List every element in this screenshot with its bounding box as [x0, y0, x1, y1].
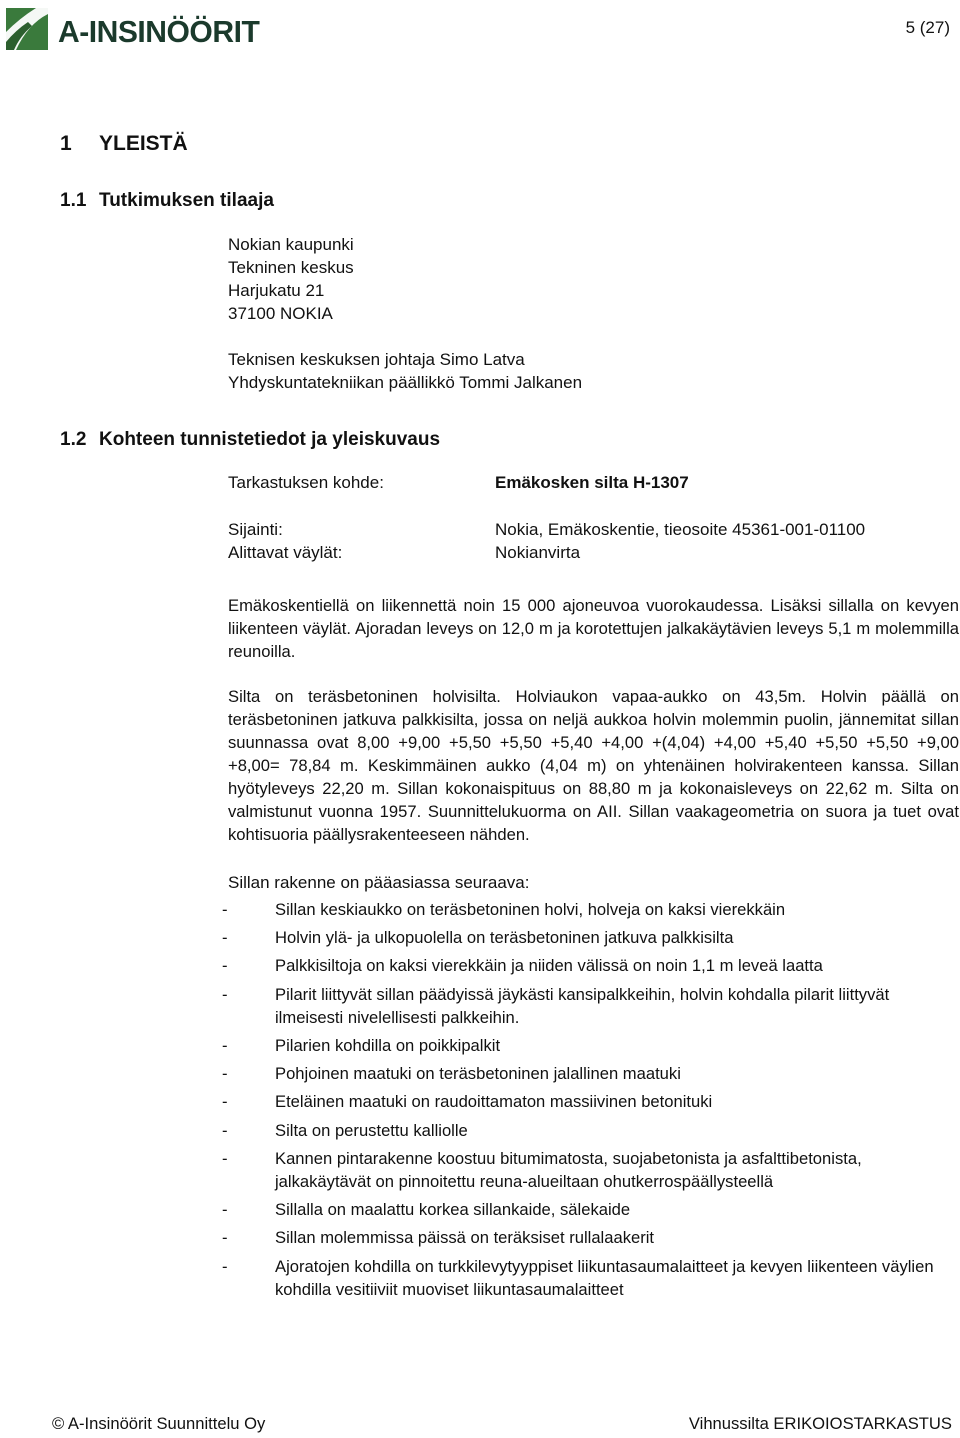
- location-label: Sijainti:: [228, 520, 283, 539]
- subsection-heading: [60, 429, 440, 451]
- list-item: - Pohjoinen maatuki on teräsbetoninen jalallinen maatuki: [222, 1064, 681, 1083]
- list-dash: -: [222, 985, 228, 1004]
- list-dash: -: [222, 1149, 228, 1168]
- list-dash: -: [222, 900, 228, 919]
- section-number: 1: [60, 132, 72, 155]
- client-contacts: [228, 348, 582, 394]
- list-dash: -: [222, 1036, 228, 1055]
- structure-intro: Sillan rakenne on pääasiassa seuraava:: [228, 873, 530, 892]
- address-line: Nokian kaupunki: [228, 235, 354, 254]
- list-item: - Sillan keskiaukko on teräsbetoninen holvi, holveja on kaksi vierekkäin: [222, 900, 786, 919]
- list-item: - Kannen pintarakenne koostuu bitumimatosta, suojabetonista ja asfalttibetonista, jalkakäytävät on pinnoitettu reuna-alueiltaan ohutkerrospäällysteellä: [222, 1149, 862, 1191]
- contact-line: Teknisen keskuksen johtaja Simo Latva: [228, 350, 525, 369]
- list-item: - Sillalla on maalattu korkea sillankaide, sälekaide: [222, 1200, 631, 1219]
- contact-line: Yhdyskuntatekniikan päällikkö Tommi Jalkanen: [228, 373, 583, 392]
- list-item: - Eteläinen maatuki on raudoittamaton massiivinen betonituki: [222, 1092, 713, 1111]
- section-heading: [60, 132, 188, 156]
- traffic-paragraph: Emäkoskentiellä on liikennettä noin 15 000 ajoneuvoa vuorokaudessa. Lisäksi sillalla on kevyen liikenteen väylät. Ajoradan leveys on 12,0 m ja korotettujen jalkakäytävien leveys 5,1 m molemmilla reunoilla.: [228, 596, 959, 661]
- logo-wordmark: A-INSINÖÖRIT: [58, 14, 260, 49]
- address-line: Tekninen keskus: [228, 258, 354, 277]
- client-address: [228, 233, 354, 325]
- list-item: - Holvin ylä- ja ulkopuolella on teräsbetoninen jatkuva palkkisilta: [222, 928, 734, 947]
- list-dash: -: [222, 1257, 228, 1276]
- subsection-title: Tutkimuksen tilaaja: [99, 190, 274, 211]
- list-dash: -: [222, 928, 228, 947]
- target-value: Emäkosken silta H-1307: [495, 473, 689, 492]
- list-dash: -: [222, 1121, 228, 1140]
- address-line: Harjukatu 21: [228, 281, 325, 300]
- list-item: - Palkkisiltoja on kaksi vierekkäin ja niiden välissä on noin 1,1 m leveä laatta: [222, 956, 823, 975]
- list-dash: -: [222, 1228, 228, 1247]
- logo-mark-icon: [6, 8, 48, 50]
- underpass-label: Alittavat väylät:: [228, 543, 343, 562]
- list-item: - Pilarit liittyvät sillan päädyissä jäykästi kansipalkkeihin, holvin kohdalla pilarit liittyvät ilmeisesti nivelellisesti palkkeihin.: [222, 985, 890, 1027]
- list-item: - Sillan molemmissa päissä on teräksiset rullalaakerit: [222, 1228, 655, 1247]
- subsection-number: 1.2: [60, 429, 87, 450]
- list-item: - Pilarien kohdilla on poikkipalkit: [222, 1036, 501, 1055]
- target-label: Tarkastuksen kohde:: [228, 473, 384, 492]
- company-logo: [6, 6, 286, 52]
- list-dash: -: [222, 1064, 228, 1083]
- page-number: 5 (27): [905, 18, 950, 37]
- bridge-description-paragraph: Silta on teräsbetoninen holvisilta. Holviaukon vapaa-aukko on 43,5m. Holvin päällä on teräsbetoninen jatkuva palkkisilta, jossa on neljä aukkoa holvin molemmin puolin, jännemitat sillan suunnassa ovat 8,00 +9,00 +5,50 +5,50 +5,40 +4,00 +(4,04) +4,00 +5,40 +5,50 +5,50 +9,00 +8,00= 78,84 m. Keskimmäinen aukko (4,04 m) on yhtenäinen holvirakenteen kanssa. Sillan hyötyleveys 22,20 m. Sillan kokonaispituus on 88,80 m ja kokonaisleveys on 22,62 m. Silta on valmistunut vuonna 1957. Suunnittelukuorma on AII. Sillan vaakageometria on suora ja tuet ovat kohtisuoria päällysrakenteeseen nähden.: [228, 687, 959, 844]
- footer-document-title: Vihnussilta ERIKOIOSTARKASTUS: [688, 1414, 952, 1433]
- list-dash: -: [222, 1200, 228, 1219]
- address-line: 37100 NOKIA: [228, 304, 333, 323]
- list-dash: -: [222, 1092, 228, 1111]
- subsection-title: Kohteen tunnistetiedot ja yleiskuvaus: [99, 429, 441, 450]
- subsection-heading: [60, 190, 274, 212]
- list-item: - Ajoratojen kohdilla on turkkilevytyyppiset liikuntasaumalaitteet ja kevyen liikenteen väylien kohdilla vesitiiviit muoviset liikuntasaumalaitteet: [222, 1257, 934, 1299]
- subsection-number: 1.1: [60, 190, 87, 211]
- list-dash: -: [222, 956, 228, 975]
- underpass-value: Nokianvirta: [495, 543, 581, 562]
- section-title: YLEISTÄ: [99, 132, 188, 155]
- footer-copyright: © A-Insinöörit Suunnittelu Oy: [52, 1414, 266, 1433]
- list-item: - Silta on perustettu kalliolle: [222, 1121, 468, 1140]
- location-value: Nokia, Emäkoskentie, tieosoite 45361-001-01100: [495, 520, 866, 539]
